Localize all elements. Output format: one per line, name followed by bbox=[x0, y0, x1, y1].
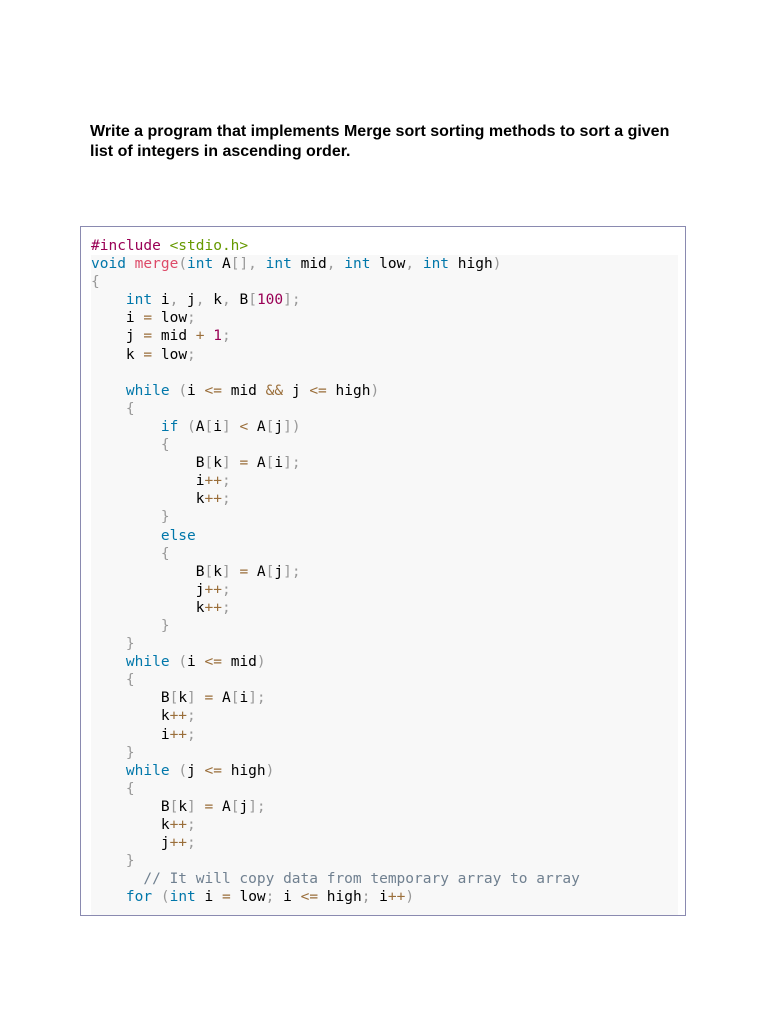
code-line: B[k] = A[i]; bbox=[91, 690, 266, 707]
code-line: { bbox=[160, 545, 170, 562]
code-line: for (int i = low; i <= high; i++) bbox=[125, 889, 415, 906]
code-line: { bbox=[125, 780, 135, 797]
code-line bbox=[91, 364, 580, 382]
code-line: { bbox=[91, 274, 100, 291]
code-line: } bbox=[160, 509, 170, 526]
code-listing bbox=[91, 237, 580, 906]
code-line: i = low; bbox=[91, 310, 196, 327]
code-line: if (A[i] < A[j]) bbox=[160, 418, 301, 435]
code-line: k++; bbox=[91, 599, 231, 616]
code-line: } bbox=[160, 617, 170, 634]
code-line: while (j <= high) bbox=[125, 762, 275, 779]
code-line: } bbox=[125, 744, 135, 761]
code-line-include: #include <stdio.h> bbox=[91, 238, 249, 254]
code-line: k = low; bbox=[91, 346, 196, 363]
code-line: int i, j, k, B[100]; bbox=[125, 292, 301, 309]
code-line: j++; bbox=[91, 581, 231, 598]
code-line: i++; bbox=[91, 726, 196, 743]
code-line: i++; bbox=[91, 473, 231, 490]
code-line: while (i <= mid && j <= high) bbox=[125, 382, 380, 399]
code-line: { bbox=[125, 672, 135, 689]
code-line: k++; bbox=[91, 491, 231, 508]
code-line: B[k] = A[j]; bbox=[91, 563, 301, 580]
code-line: B[k] = A[j]; bbox=[91, 798, 266, 815]
code-line: } bbox=[125, 853, 135, 870]
code-line: { bbox=[160, 437, 170, 454]
code-line: j = mid + 1; bbox=[91, 328, 231, 345]
code-line: while (i <= mid) bbox=[125, 654, 266, 671]
code-line: k++; bbox=[91, 708, 196, 725]
code-line: else bbox=[160, 527, 196, 544]
code-line: j++; bbox=[91, 835, 196, 852]
code-line-comment: // It will copy data from temporary array to array bbox=[143, 871, 580, 888]
code-line-signature: void merge(int A[], int mid, int low, int high) bbox=[91, 256, 502, 273]
code-line: B[k] = A[i]; bbox=[91, 455, 301, 472]
question-text: Write a program that implements Merge sort sorting methods to sort a given list of integers in ascending order. bbox=[90, 123, 670, 160]
code-line: k++; bbox=[91, 817, 196, 833]
code-line: { bbox=[125, 400, 135, 417]
code-line: } bbox=[125, 636, 135, 653]
code-block bbox=[80, 226, 686, 916]
